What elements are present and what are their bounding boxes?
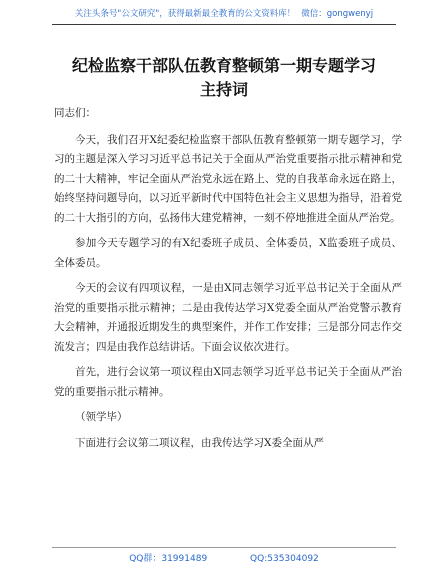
footer-qq-group: QQ群：31991489 (129, 554, 208, 564)
paragraph-2: 参加今天专题学习的有X纪委班子成员、全体委员，X监委班子成员、全体委员。 (54, 237, 402, 269)
footer (0, 550, 448, 568)
paragraph-1: 今天，我们召开X纪委纪检监察干部队伍教育整顿第一期专题学习，学习的主题是深入学习习近平总书记关于全面从严治党重要指示批示精神和党的二十大精神，牢记全面从严治党永远在路上、党的自我革命永远在路上，始终坚持问题导向，以习近平新时代中国特色社会主义思想为指导，沿着党的二十大指引的方向，弘扬伟大建党精神，一刻不停地推进全面从严治党。 (54, 133, 402, 224)
footer-qq: QQ:535304092 (250, 554, 319, 564)
paragraph-5: （领学毕） (75, 411, 128, 423)
paragraph-6: 下面进行会议第二项议程，由我传达学习X委全面从严 (75, 436, 324, 449)
paragraph-4: 首先，进行会议第一项议程由X同志领学习近平总书记关于全面从严治党的重要指示批示精神。 (54, 366, 402, 398)
top-banner (0, 6, 448, 22)
banner-text: 关注头条号"公文研究"，获得最新最全教育的公文资料库！ (74, 9, 296, 19)
header-rule (52, 24, 396, 25)
document-title: 纪检监察干部队伍教育整顿第一期专题学习主持词 (71, 56, 376, 99)
document-body (54, 104, 402, 459)
footer-rule (52, 547, 396, 548)
paragraph-3: 今天的会议有四项议程，一是由X同志领学习近平总书记关于全面从严治党的重要指示批示精神；二是由我传达学习X党委全面从严治党警示教育大会精神，并通报近期发生的典型案件，并作工作安排；三是部分同志作交流发言；四是由我作总结讲话。下面会议依次进行。 (54, 282, 402, 353)
banner-wechat: 微信：gongwenyj (301, 9, 374, 19)
salutation: 同志们： (54, 107, 96, 119)
